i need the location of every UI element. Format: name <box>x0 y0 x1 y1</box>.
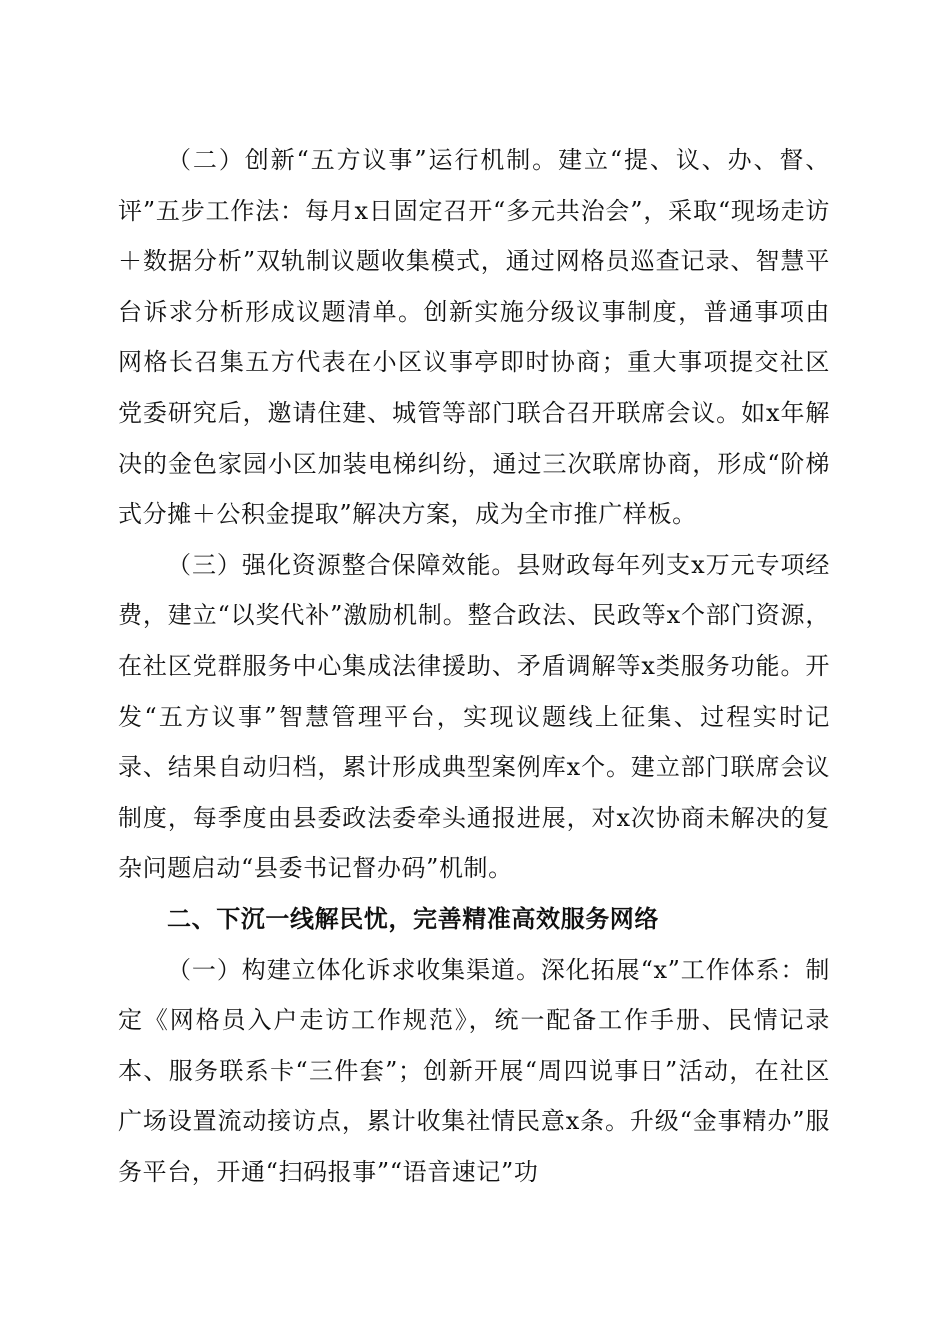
paragraph-2-3 <box>118 540 830 894</box>
paragraph-lead: （二）创新“五方议事”运行机制。 <box>167 146 559 174</box>
document-body <box>118 135 830 1197</box>
paragraph-text: 县财政每年列支x万元专项经费，建立“以奖代补”激励机制。整合政法、民政等x个部门资源，在社区党群服务中心集成法律援助、矛盾调解等x类服务功能。开发“五方议事”智慧管理平台，实现议题线上征集、过程实时记录、结果自动归档，累计形成典型案例库x个。建立部门联席会议制度，每季度由县委政法委牵头通报进展，对x次协商未解决的复杂问题启动“县委书记督办码”机制。 <box>118 550 830 883</box>
paragraph-2-2 <box>118 135 830 540</box>
paragraph-text: 深化拓展“x”工作体系：制定《网格员入户走访工作规范》，统一配备工作手册、民情记录本、服务联系卡“三件套”；创新开展“周四说事日”活动，在社区广场设置流动接访点，累计收集社情民意x条。升级“金事精办”服务平台，开通“扫码报事”“语音速记”功 <box>118 955 830 1186</box>
paragraph-text: 建立“提、议、办、督、评”五步工作法：每月x日固定召开“多元共治会”，采取“现场走访＋数据分析”双轨制议题收集模式，通过网格员巡查记录、智慧平台诉求分析形成议题清单。创新实施分级议事制度，普通事项由网格长召集五方代表在小区议事亭即时协商；重大事项提交社区党委研究后，邀请住建、城管等部门联合召开联席会议。如x年解决的金色家园小区加装电梯纠纷，通过三次联席协商，形成“阶梯式分摊＋公积金提取”解决方案，成为全市推广样板。 <box>118 146 831 529</box>
section-heading-2: 二、下沉一线解民忧，完善精准高效服务网络 <box>167 904 659 933</box>
paragraph-3-1 <box>118 945 830 1198</box>
paragraph-lead: （一）构建立体化诉求收集渠道。 <box>167 955 541 984</box>
paragraph-lead: （三）强化资源整合保障效能。 <box>167 550 517 579</box>
